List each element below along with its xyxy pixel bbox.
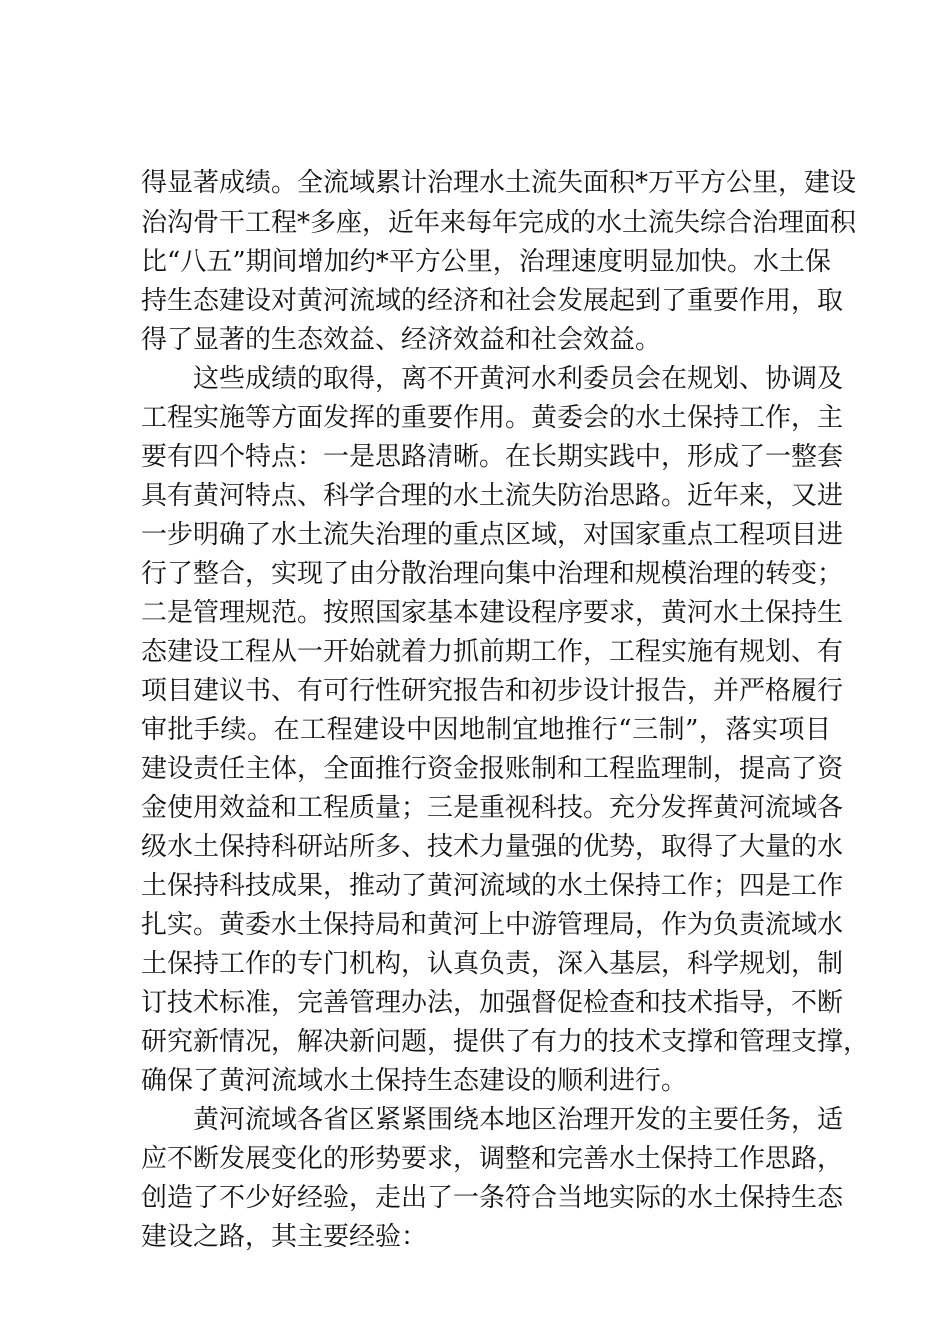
text-line: 工程实施等方面发挥的重要作用。黄委会的水土保持工作，主 bbox=[141, 403, 844, 433]
text-line: 行了整合，实现了由分散治理向集中治理和规模治理的转变； bbox=[141, 559, 844, 589]
text-line: 具有黄河特点、科学合理的水土流失防治思路。近年来，又进 bbox=[141, 481, 844, 511]
text-line: 得了显著的生态效益、经济效益和社会效益。 bbox=[141, 325, 662, 355]
text-line: 级水土保持科研站所多、技术力量强的优势，取得了大量的水 bbox=[141, 832, 844, 862]
text-line: 治沟骨干工程*多座，近年来每年完成的水土流失综合治理面积 bbox=[141, 208, 857, 238]
text-line: 确保了黄河流域水土保持生态建设的顺利进行。 bbox=[141, 1066, 688, 1096]
text-line: 建设之路，其主要经验： bbox=[141, 1222, 428, 1252]
text-line: 态建设工程从一开始就着力抓前期工作，工程实施有规划、有 bbox=[141, 637, 844, 667]
text-line: 土保持工作的专门机构，认真负责，深入基层，科学规划，制 bbox=[141, 949, 844, 979]
text-line: 二是管理规范。按照国家基本建设程序要求，黄河水土保持生 bbox=[141, 598, 844, 628]
text-line: 得显著成绩。全流域累计治理水土流失面积*万平方公里，建设 bbox=[141, 168, 857, 198]
text-line: 土保持科技成果，推动了黄河流域的水土保持工作；四是工作 bbox=[141, 871, 844, 901]
text-line: 持生态建设对黄河流域的经济和社会发展起到了重要作用，取 bbox=[141, 286, 844, 316]
text-line: 比“八五”期间增加约*平方公里，治理速度明显加快。水土保 bbox=[141, 247, 831, 277]
paragraph-first-line: 黄河流域各省区紧紧围绕本地区治理开发的主要任务，适 bbox=[193, 1105, 844, 1135]
text-line: 审批手续。在工程建设中因地制宜地推行“三制”，落实项目 bbox=[141, 715, 831, 745]
text-line: 项目建议书、有可行性研究报告和初步设计报告，并严格履行 bbox=[141, 676, 844, 706]
text-line: 扎实。黄委水土保持局和黄河上中游管理局，作为负责流域水 bbox=[141, 910, 844, 940]
text-line: 订技术标准，完善管理办法，加强督促检查和技术指导，不断 bbox=[141, 988, 844, 1018]
text-line: 应不断发展变化的形势要求，调整和完善水土保持工作思路， bbox=[141, 1144, 844, 1174]
text-line: 研究新情况，解决新问题，提供了有力的技术支撑和管理支撑， bbox=[141, 1027, 870, 1057]
text-line: 要有四个特点：一是思路清晰。在长期实践中，形成了一整套 bbox=[141, 442, 844, 472]
paragraph-first-line: 这些成绩的取得，离不开黄河水利委员会在规划、协调及 bbox=[193, 364, 844, 394]
text-line: 一步明确了水土流失治理的重点区域，对国家重点工程项目进 bbox=[141, 520, 844, 550]
text-line: 建设责任主体，全面推行资金报账制和工程监理制，提高了资 bbox=[141, 754, 844, 784]
text-line: 金使用效益和工程质量；三是重视科技。充分发挥黄河流域各 bbox=[141, 793, 844, 823]
text-line: 创造了不少好经验，走出了一条符合当地实际的水土保持生态 bbox=[141, 1183, 844, 1213]
